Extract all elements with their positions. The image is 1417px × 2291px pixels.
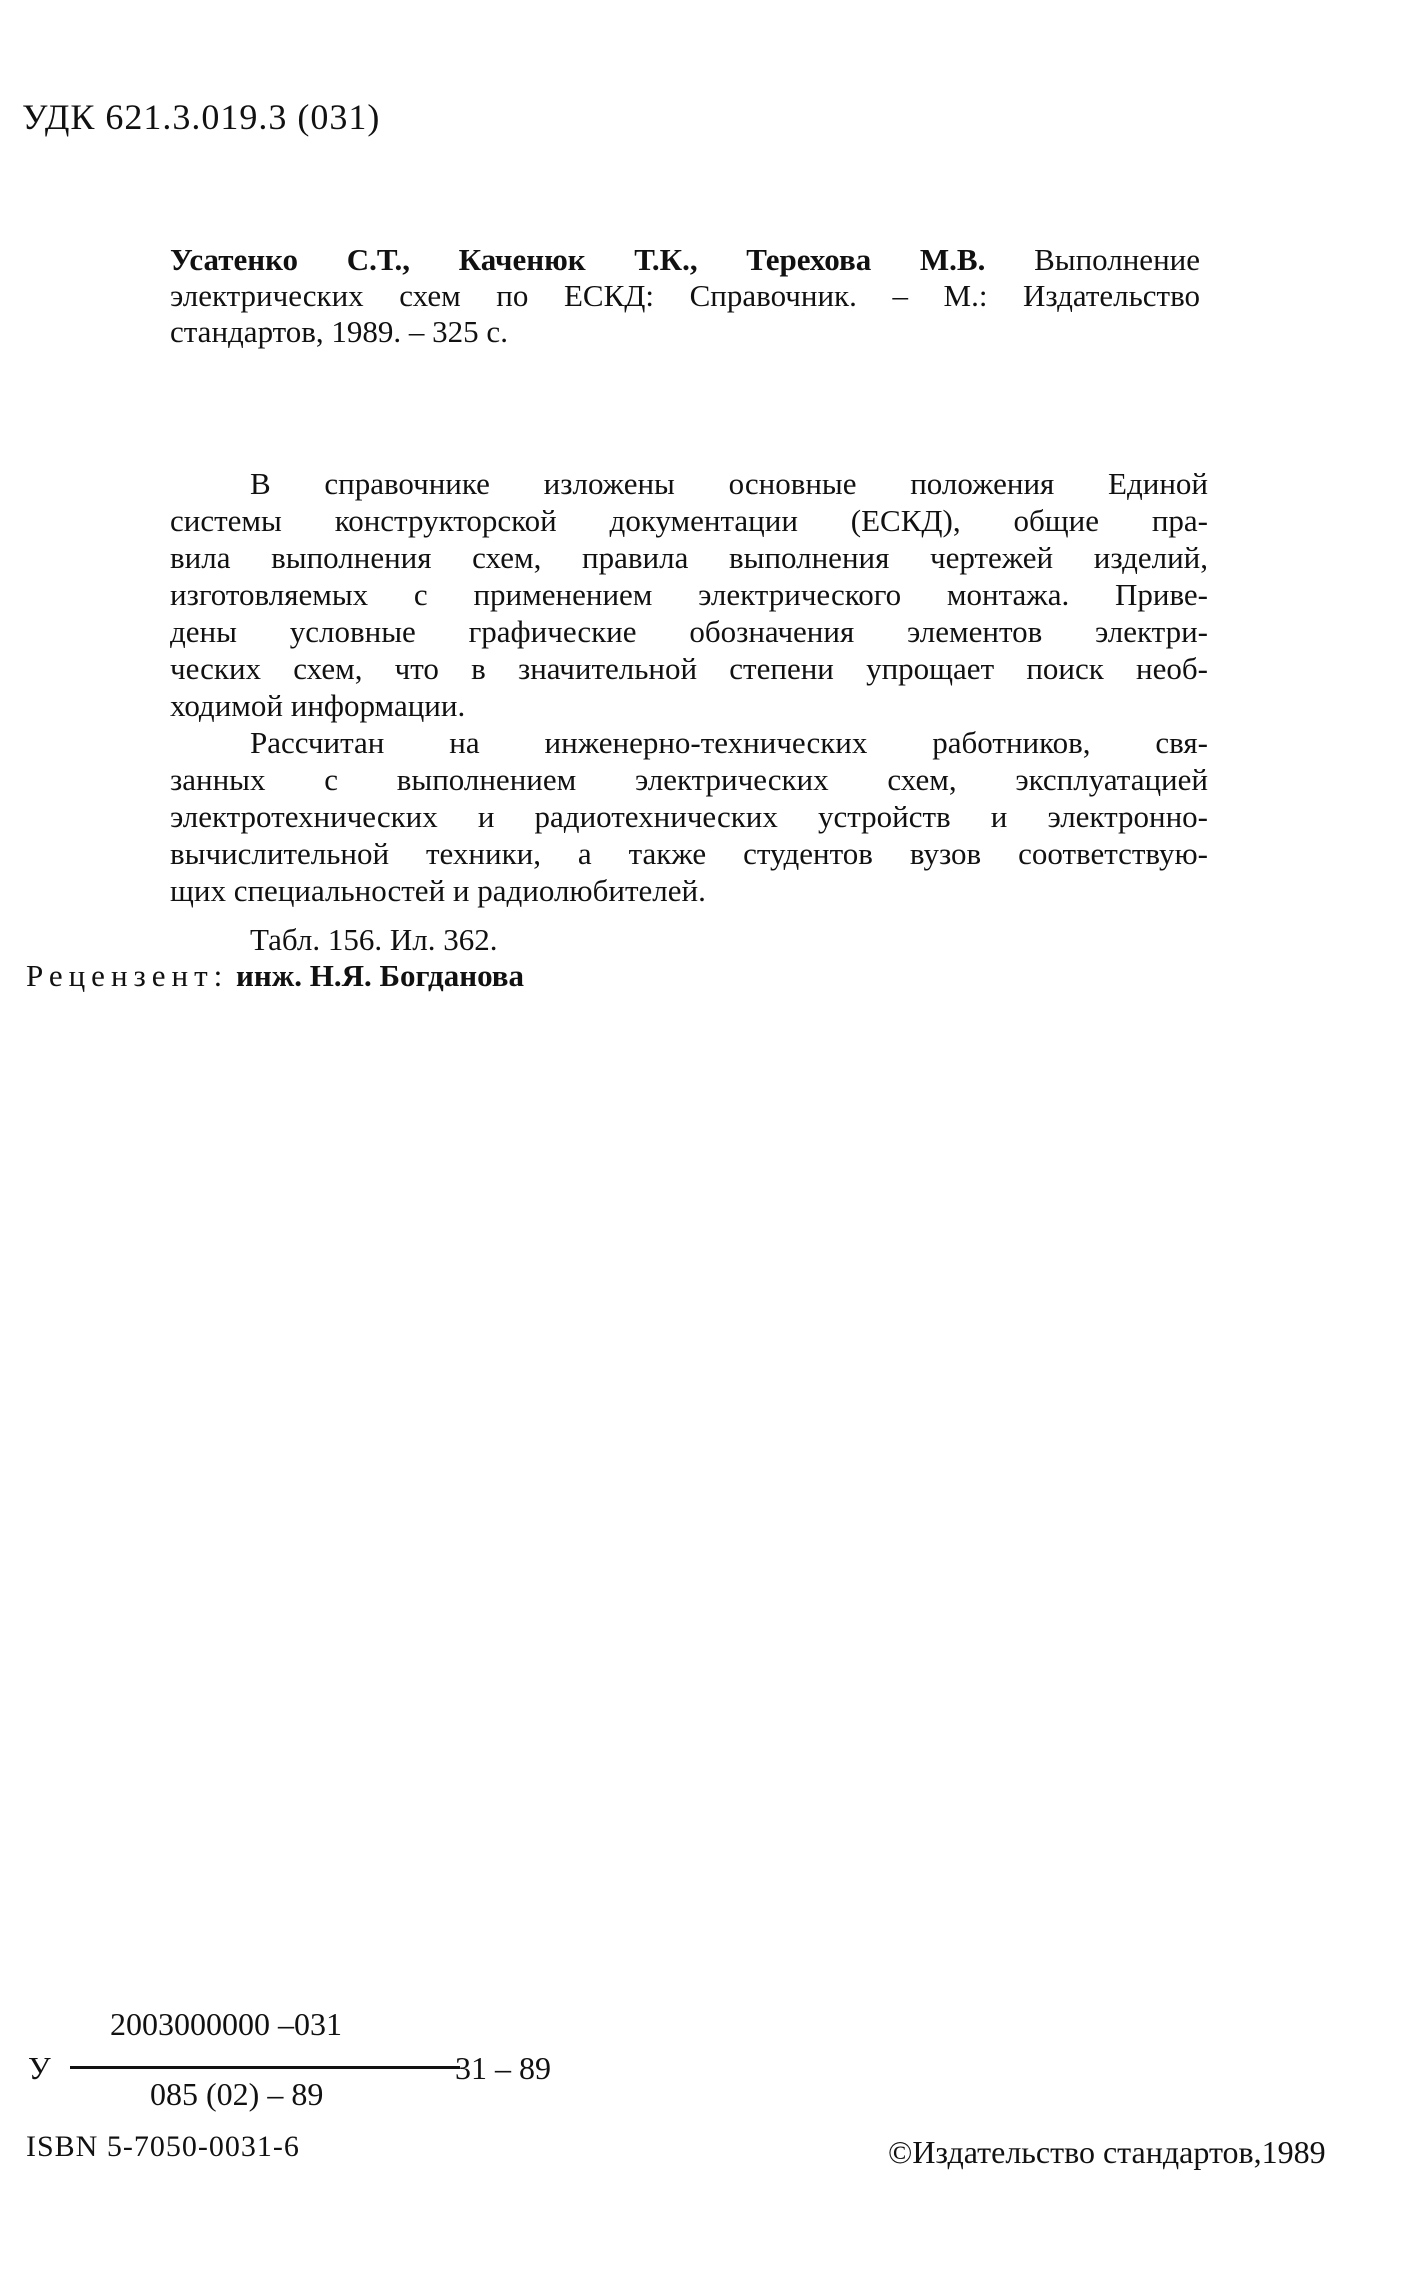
- title-start: Выполнение: [1034, 242, 1201, 277]
- authors: Усатенко С.Т., Каченюк Т.К., Терехова М.В.: [170, 242, 986, 277]
- abstract-line: Рассчитан на инженерно-технических работников, свя-: [250, 725, 1208, 760]
- fraction-line: [70, 2066, 460, 2069]
- abstract-line: В справочнике изложены основные положения Единой: [250, 466, 1208, 501]
- reviewer-name: инж. Н.Я. Богданова: [236, 958, 525, 993]
- abstract-line: электротехнических и радиотехнических устройств и электронно-: [170, 799, 1208, 834]
- catalog-prefix: У: [28, 2050, 51, 2086]
- abstract-line: изготовляемых с применением электрического монтажа. Приве-: [170, 577, 1208, 612]
- reviewer-label: Рецензент:: [26, 958, 229, 993]
- catalog-numerator: 2003000000 –031: [110, 2006, 342, 2042]
- abstract: [170, 465, 1208, 909]
- abstract-line: ческих схем, что в значительной степени упрощает поиск необ-: [170, 651, 1208, 686]
- catalog-denominator: 085 (02) – 89: [150, 2076, 324, 2112]
- copyright-notice: ©Издательство стандартов,1989: [888, 2134, 1326, 2170]
- biblio-line-3: стандартов, 1989. – 325 с.: [170, 314, 508, 349]
- abstract-line: дены условные графические обозначения элементов электри-: [170, 614, 1208, 649]
- tables-illustrations-count: Табл. 156. Ил. 362.: [250, 922, 498, 957]
- abstract-line: системы конструкторской документации (ЕСКД), общие пра-: [170, 503, 1208, 538]
- abstract-line: занных с выполнением электрических схем, эксплуатацией: [170, 762, 1208, 797]
- abstract-line: ходимой информации.: [170, 688, 466, 723]
- biblio-line-2: электрических схем по ЕСКД: Справочник. – М.: Издательство: [170, 278, 1200, 313]
- abstract-line: вычислительной техники, а также студентов вузов соответствую-: [170, 836, 1208, 871]
- isbn: ISBN 5-7050-0031-6: [26, 2130, 300, 2163]
- udk-code: УДК 621.3.019.3 (031): [22, 97, 381, 137]
- biblio-line-1: [170, 242, 1200, 278]
- abstract-line: вила выполнения схем, правила выполнения чертежей изделий,: [170, 540, 1208, 575]
- catalog-suffix: 31 – 89: [455, 2050, 551, 2086]
- reviewer: [26, 958, 524, 994]
- bibliographic-record: [170, 242, 1200, 350]
- abstract-line: щих специальностей и радиолюбителей.: [170, 873, 706, 908]
